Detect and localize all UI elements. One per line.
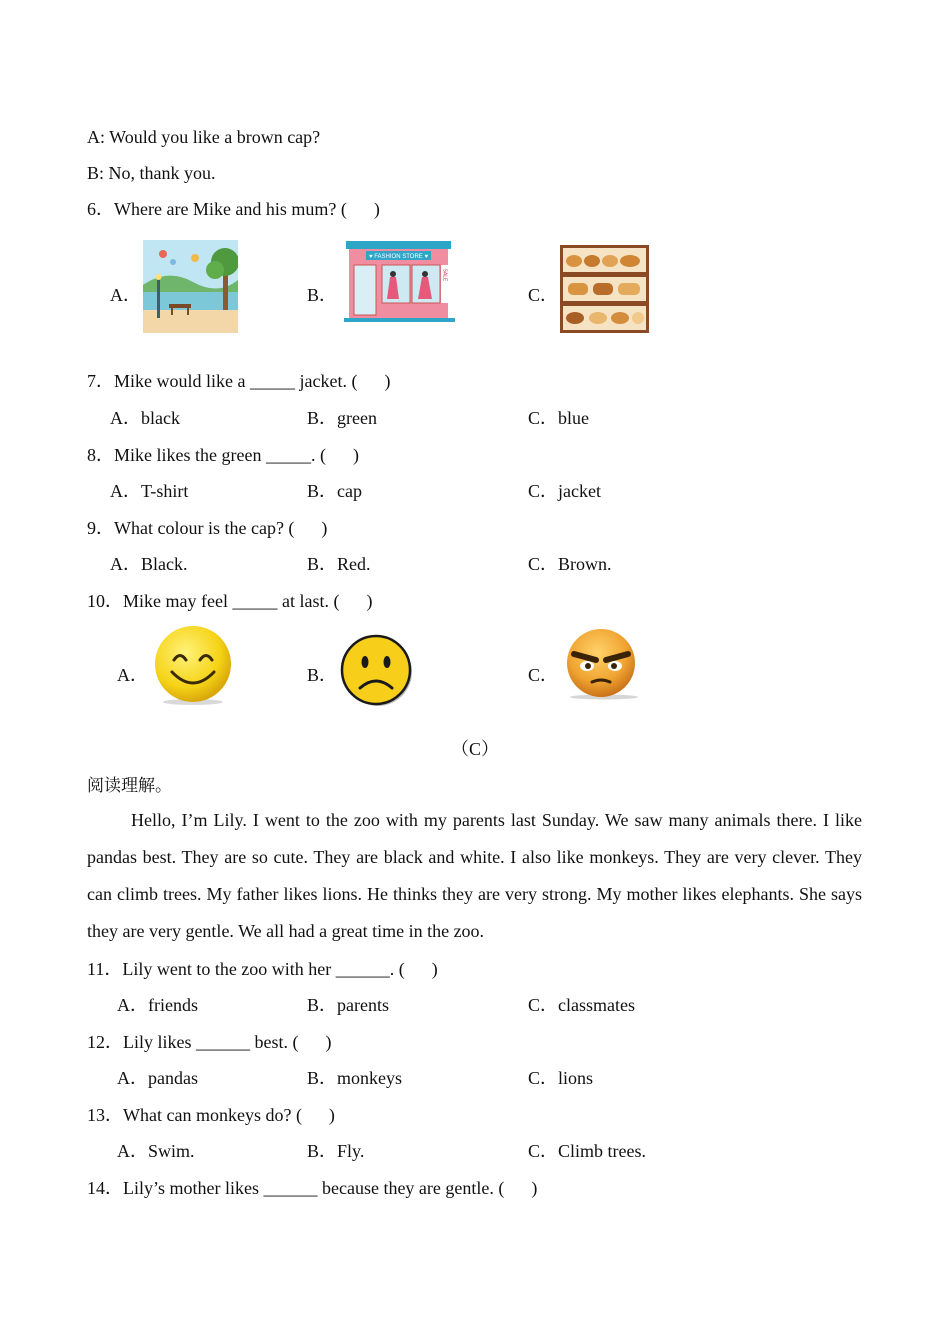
q6-option-a-label: A． xyxy=(110,285,141,305)
question-9: 9．What colour is the cap? ( ) xyxy=(87,518,328,538)
q10-option-b-label: B． xyxy=(307,665,338,685)
q7-option-b: B．green xyxy=(307,408,377,428)
dialogue-line-b: B: No, thank you. xyxy=(87,163,216,183)
question-7: 7．Mike would like a _____ jacket. ( ) xyxy=(87,371,391,391)
sad-face-icon xyxy=(340,634,414,708)
bakery-shelf-picture xyxy=(560,245,649,333)
q9-option-a: A．Black. xyxy=(110,554,188,574)
question-14: 14．Lily’s mother likes ______ because they are gentle. ( ) xyxy=(87,1178,538,1198)
angry-face-icon xyxy=(564,628,644,700)
q7-option-c: C．blue xyxy=(528,408,589,428)
question-6: 6．Where are Mike and his mum? ( ) xyxy=(87,199,380,219)
section-c-heading: （C） xyxy=(450,739,499,759)
q13-option-a: A．Swim. xyxy=(117,1141,195,1161)
q8-option-b: B．cap xyxy=(307,481,362,501)
q12-option-c: C．lions xyxy=(528,1068,594,1088)
q12-option-a: A．pandas xyxy=(117,1068,198,1088)
q11-option-b: B．parents xyxy=(307,995,389,1015)
reading-passage: Hello, I’m Lily. I went to the zoo with my parents last Sunday. We saw many animals there. I like pandas best. They are so cute. They are black and white. I also like monkeys. They are very clever. They can climb trees. My father likes lions. He thinks they are very strong. My mother likes elephants. She says they are very gentle. We all had a great time in the zoo. xyxy=(87,810,862,941)
happy-face-icon xyxy=(152,626,234,706)
question-11: 11．Lily went to the zoo with her ______. ( ) xyxy=(87,959,438,979)
q13-option-c: C．Climb trees. xyxy=(528,1141,646,1161)
q10-option-c-label: C． xyxy=(528,665,559,685)
dialogue-line-a: A: Would you like a brown cap? xyxy=(87,127,321,147)
q9-option-b: B．Red. xyxy=(307,554,371,574)
q11-option-c: C．classmates xyxy=(528,995,635,1015)
q8-option-a: A．T-shirt xyxy=(110,481,189,501)
fashion-store-picture xyxy=(344,241,455,323)
question-10: 10．Mike may feel _____ at last. ( ) xyxy=(87,591,373,611)
store-side-text: SALE xyxy=(441,268,448,282)
reading-title: 阅读理解。 xyxy=(87,776,172,796)
q8-option-c: C．jacket xyxy=(528,481,601,501)
store-sign-text: ♥ FASHION STORE ♥ xyxy=(368,254,429,260)
question-8: 8．Mike likes the green _____. ( ) xyxy=(87,445,359,465)
q12-option-b: B．monkeys xyxy=(307,1068,403,1088)
q11-option-a: A．friends xyxy=(117,995,198,1015)
question-12: 12．Lily likes ______ best. ( ) xyxy=(87,1032,332,1052)
park-picture xyxy=(143,240,238,333)
q10-option-a-label: A． xyxy=(117,665,148,685)
q6-option-b-label: B． xyxy=(307,285,338,305)
q13-option-b: B．Fly. xyxy=(307,1141,365,1161)
question-13: 13．What can monkeys do? ( ) xyxy=(87,1105,335,1125)
q6-option-c-label: C． xyxy=(528,285,559,305)
q9-option-c: C．Brown. xyxy=(528,554,612,574)
q7-option-a: A．black xyxy=(110,408,180,428)
